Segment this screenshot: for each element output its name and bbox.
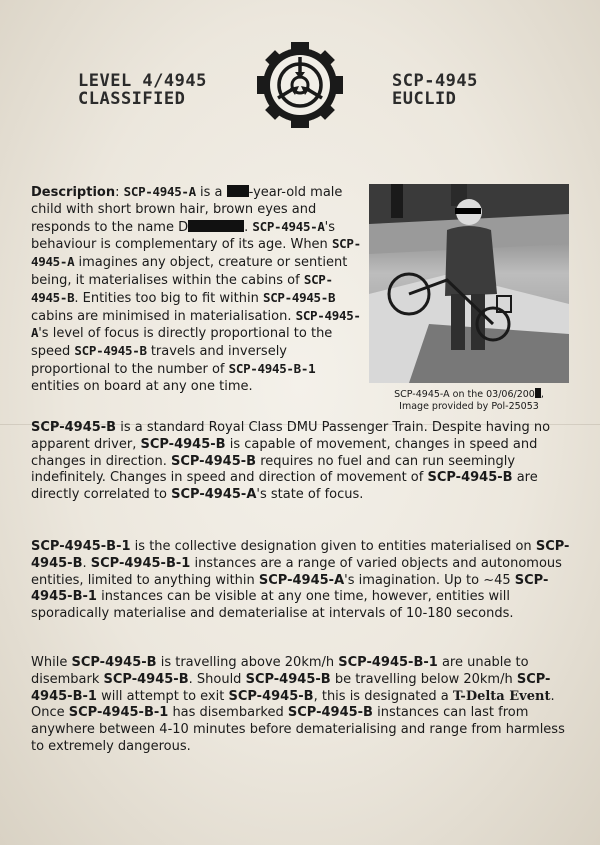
- subject-photo: [369, 184, 569, 383]
- train-paragraph: SCP-4945-B is a standard Royal Class DMU Passenger Train. Despite having no apparent driver, SCP-4945-B is capable of movement, changes in speed and changes in direction. SCP-4945-B requires no fuel and can run seemingly indefinitely. Changes in speed and direction of movement of SCP-4945-B are directly correlated to SCP-4945-A's state of focus.: [31, 420, 551, 503]
- redaction-bar: [227, 185, 249, 197]
- item-designation: [392, 72, 478, 108]
- clearance-level-text: LEVEL 4/4945: [78, 71, 207, 91]
- clearance-level: [78, 72, 207, 108]
- t-delta-event-label: T-Delta Event: [452, 688, 551, 704]
- disembark-paragraph: While SCP-4945-B is travelling above 20km/h SCP-4945-B-1 are unable to disembark SCP-4945-B. Should SCP-4945-B be travelling below 20km/h SCP-4945-B-1 will attempt to exit SCP-4945-B, this is designated a T-Delta Event. Once SCP-4945-B-1 has disembarked SCP-4945-B instances can last from anywhere between 4-10 minutes before dematerialising and range from harmless to extremely dangerous.: [31, 655, 565, 754]
- object-class: EUCLID: [392, 89, 457, 109]
- item-number: SCP-4945: [392, 71, 478, 91]
- entities-paragraph: SCP-4945-B-1 is the collective designation given to entities materialised on SCP-4945-B. SCP-4945-B-1 instances are a range of varied objects and autonomous entities, limited to anything within SCP-4945-A's imagination. Up to ~45 SCP-4945-B-1 instances can be visible at any one time, however, entities will sporadically materialise and dematerialise at intervals of 10-180 seconds.: [31, 539, 570, 622]
- classification-text: CLASSIFIED: [78, 89, 186, 109]
- redaction-bar: [188, 220, 244, 232]
- description-heading: Description: [31, 185, 116, 200]
- scp-foundation-logo-icon: [255, 40, 345, 130]
- description-paragraph: Description: SCP-4945-A is a -year-old male child with short brown hair, brown eyes and responds to the name D . SCP-4945-A's behaviour is complementary of its age. When SCP-4945-A imagines any object, creature or sentient being, it materialises within the cabins of SCP-4945-B. Entities too big to fit within SCP-4945-B cabins are minimised in materialisation. SCP-4945-A's level of focus is directly proportional to the speed SCP-4945-B travels and inversely proportional to the number of SCP-4945-B-1 entities on board at any one time.: [31, 184, 361, 394]
- photo-caption: SCP-4945-A on the 03/06/200 , Image provided by Pol-25053: [394, 389, 544, 412]
